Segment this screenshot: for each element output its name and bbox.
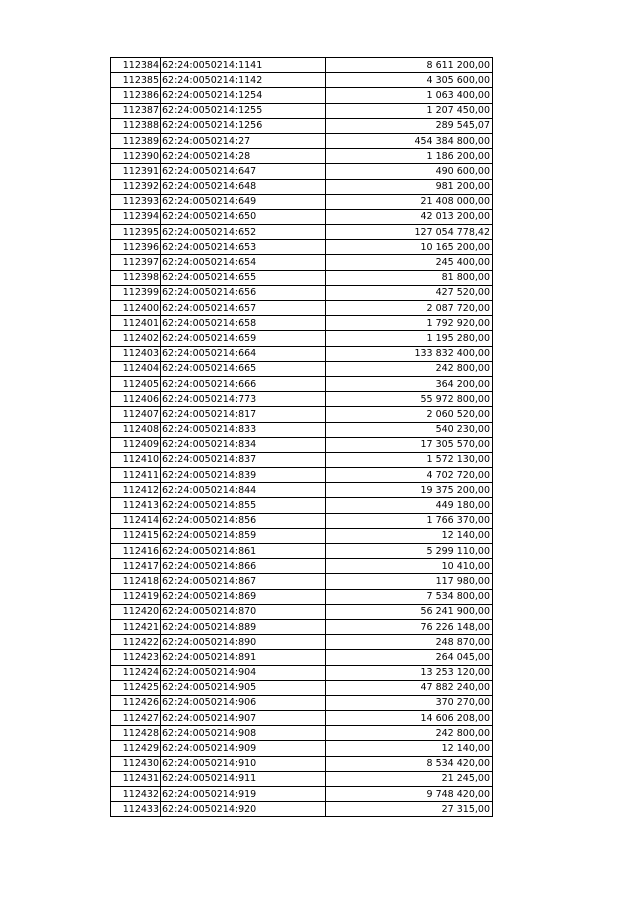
cadastral-value-cell: 12 140,00	[326, 741, 493, 756]
cadastral-number-cell: 62:24:0050214:1254	[161, 88, 326, 103]
cadastral-number-cell: 62:24:0050214:839	[161, 468, 326, 483]
table-row	[111, 209, 493, 224]
row-number-cell: 112427	[111, 711, 161, 726]
cadastral-value-cell: 289 545,07	[326, 118, 493, 133]
cadastral-number-cell: 62:24:0050214:27	[161, 133, 326, 148]
table-row	[111, 255, 493, 270]
table-row	[111, 346, 493, 361]
table-row	[111, 483, 493, 498]
cadastral-number-cell: 62:24:0050214:817	[161, 407, 326, 422]
table-row	[111, 301, 493, 316]
row-number-cell: 112407	[111, 407, 161, 422]
cadastral-number-cell: 62:24:0050214:665	[161, 361, 326, 376]
row-number-cell: 112432	[111, 787, 161, 802]
table-row	[111, 619, 493, 634]
cadastral-number-cell: 62:24:0050214:655	[161, 270, 326, 285]
cadastral-number-cell: 62:24:0050214:28	[161, 149, 326, 164]
cadastral-number-cell: 62:24:0050214:855	[161, 498, 326, 513]
cadastral-value-cell: 427 520,00	[326, 285, 493, 300]
row-number-cell: 112426	[111, 695, 161, 710]
cadastral-number-cell: 62:24:0050214:891	[161, 650, 326, 665]
cadastral-number-cell: 62:24:0050214:649	[161, 194, 326, 209]
table-row	[111, 528, 493, 543]
table-row	[111, 544, 493, 559]
row-number-cell: 112401	[111, 316, 161, 331]
cadastral-value-cell: 1 195 280,00	[326, 331, 493, 346]
cadastral-value-cell: 14 606 208,00	[326, 711, 493, 726]
cadastral-number-cell: 62:24:0050214:1141	[161, 58, 326, 73]
cadastral-value-cell: 127 054 778,42	[326, 225, 493, 240]
cadastral-number-cell: 62:24:0050214:904	[161, 665, 326, 680]
row-number-cell: 112389	[111, 133, 161, 148]
cadastral-number-cell: 62:24:0050214:659	[161, 331, 326, 346]
table-row	[111, 194, 493, 209]
cadastral-value-cell: 981 200,00	[326, 179, 493, 194]
cadastral-value-cell: 19 375 200,00	[326, 483, 493, 498]
cadastral-value-cell: 42 013 200,00	[326, 209, 493, 224]
cadastral-value-cell: 5 299 110,00	[326, 544, 493, 559]
cadastral-value-cell: 1 792 920,00	[326, 316, 493, 331]
cadastral-number-cell: 62:24:0050214:773	[161, 392, 326, 407]
cadastral-number-cell: 62:24:0050214:907	[161, 711, 326, 726]
cadastral-value-cell: 55 972 800,00	[326, 392, 493, 407]
row-number-cell: 112422	[111, 635, 161, 650]
table-row	[111, 118, 493, 133]
table-row	[111, 498, 493, 513]
row-number-cell: 112404	[111, 361, 161, 376]
table-row	[111, 787, 493, 802]
table-row	[111, 240, 493, 255]
row-number-cell: 112403	[111, 346, 161, 361]
table-row	[111, 756, 493, 771]
cadastral-number-cell: 62:24:0050214:844	[161, 483, 326, 498]
table-row	[111, 726, 493, 741]
cadastral-number-cell: 62:24:0050214:1256	[161, 118, 326, 133]
table-body	[111, 58, 493, 817]
row-number-cell: 112419	[111, 589, 161, 604]
table-row	[111, 589, 493, 604]
cadastral-number-cell: 62:24:0050214:652	[161, 225, 326, 240]
cadastral-value-cell: 364 200,00	[326, 376, 493, 391]
cadastral-value-cell: 1 207 450,00	[326, 103, 493, 118]
cadastral-number-cell: 62:24:0050214:908	[161, 726, 326, 741]
row-number-cell: 112387	[111, 103, 161, 118]
row-number-cell: 112413	[111, 498, 161, 513]
cadastral-number-cell: 62:24:0050214:654	[161, 255, 326, 270]
cadastral-value-cell: 1 766 370,00	[326, 513, 493, 528]
cadastral-value-cell: 454 384 800,00	[326, 133, 493, 148]
cadastral-value-cell: 12 140,00	[326, 528, 493, 543]
table-row	[111, 270, 493, 285]
table-row	[111, 422, 493, 437]
row-number-cell: 112395	[111, 225, 161, 240]
row-number-cell: 112409	[111, 437, 161, 452]
table-row	[111, 316, 493, 331]
cadastral-number-cell: 62:24:0050214:647	[161, 164, 326, 179]
cadastral-value-cell: 242 800,00	[326, 361, 493, 376]
table-row	[111, 437, 493, 452]
row-number-cell: 112393	[111, 194, 161, 209]
table-row	[111, 73, 493, 88]
table-row	[111, 331, 493, 346]
cadastral-number-cell: 62:24:0050214:656	[161, 285, 326, 300]
row-number-cell: 112429	[111, 741, 161, 756]
cadastral-value-cell: 27 315,00	[326, 802, 493, 817]
row-number-cell: 112394	[111, 209, 161, 224]
cadastral-number-cell: 62:24:0050214:919	[161, 787, 326, 802]
cadastral-number-cell: 62:24:0050214:1255	[161, 103, 326, 118]
cadastral-value-cell: 133 832 400,00	[326, 346, 493, 361]
row-number-cell: 112428	[111, 726, 161, 741]
cadastral-value-cell: 2 060 520,00	[326, 407, 493, 422]
cadastral-number-cell: 62:24:0050214:911	[161, 771, 326, 786]
row-number-cell: 112400	[111, 301, 161, 316]
table-row	[111, 741, 493, 756]
table-row	[111, 635, 493, 650]
table-row	[111, 133, 493, 148]
cadastral-number-cell: 62:24:0050214:869	[161, 589, 326, 604]
table-row	[111, 179, 493, 194]
cadastral-number-cell: 62:24:0050214:867	[161, 574, 326, 589]
cadastral-value-cell: 17 305 570,00	[326, 437, 493, 452]
cadastral-number-cell: 62:24:0050214:833	[161, 422, 326, 437]
cadastral-value-table	[110, 57, 493, 817]
cadastral-value-cell: 13 253 120,00	[326, 665, 493, 680]
cadastral-number-cell: 62:24:0050214:653	[161, 240, 326, 255]
cadastral-number-cell: 62:24:0050214:905	[161, 680, 326, 695]
table-row	[111, 468, 493, 483]
row-number-cell: 112417	[111, 559, 161, 574]
table-row	[111, 376, 493, 391]
row-number-cell: 112390	[111, 149, 161, 164]
cadastral-number-cell: 62:24:0050214:658	[161, 316, 326, 331]
cadastral-number-cell: 62:24:0050214:889	[161, 619, 326, 634]
row-number-cell: 112411	[111, 468, 161, 483]
cadastral-value-cell: 47 882 240,00	[326, 680, 493, 695]
table-row	[111, 650, 493, 665]
cadastral-number-cell: 62:24:0050214:657	[161, 301, 326, 316]
table-row	[111, 680, 493, 695]
table-row	[111, 285, 493, 300]
cadastral-value-cell: 1 063 400,00	[326, 88, 493, 103]
table-row	[111, 361, 493, 376]
cadastral-value-cell: 248 870,00	[326, 635, 493, 650]
row-number-cell: 112425	[111, 680, 161, 695]
row-number-cell: 112391	[111, 164, 161, 179]
cadastral-value-cell: 242 800,00	[326, 726, 493, 741]
row-number-cell: 112402	[111, 331, 161, 346]
cadastral-number-cell: 62:24:0050214:666	[161, 376, 326, 391]
row-number-cell: 112392	[111, 179, 161, 194]
cadastral-number-cell: 62:24:0050214:856	[161, 513, 326, 528]
row-number-cell: 112386	[111, 88, 161, 103]
row-number-cell: 112388	[111, 118, 161, 133]
table-row	[111, 802, 493, 817]
row-number-cell: 112424	[111, 665, 161, 680]
cadastral-value-cell: 7 534 800,00	[326, 589, 493, 604]
cadastral-value-cell: 8 534 420,00	[326, 756, 493, 771]
cadastral-value-cell: 540 230,00	[326, 422, 493, 437]
row-number-cell: 112430	[111, 756, 161, 771]
cadastral-value-cell: 76 226 148,00	[326, 619, 493, 634]
row-number-cell: 112412	[111, 483, 161, 498]
table-row	[111, 574, 493, 589]
table-row	[111, 665, 493, 680]
cadastral-value-cell: 56 241 900,00	[326, 604, 493, 619]
row-number-cell: 112421	[111, 619, 161, 634]
row-number-cell: 112405	[111, 376, 161, 391]
cadastral-number-cell: 62:24:0050214:861	[161, 544, 326, 559]
cadastral-value-cell: 9 748 420,00	[326, 787, 493, 802]
cadastral-value-cell: 370 270,00	[326, 695, 493, 710]
cadastral-value-cell: 10 165 200,00	[326, 240, 493, 255]
cadastral-number-cell: 62:24:0050214:909	[161, 741, 326, 756]
table-row	[111, 58, 493, 73]
cadastral-number-cell: 62:24:0050214:920	[161, 802, 326, 817]
table-row	[111, 407, 493, 422]
cadastral-number-cell: 62:24:0050214:890	[161, 635, 326, 650]
cadastral-number-cell: 62:24:0050214:664	[161, 346, 326, 361]
cadastral-number-cell: 62:24:0050214:910	[161, 756, 326, 771]
cadastral-number-cell: 62:24:0050214:650	[161, 209, 326, 224]
row-number-cell: 112408	[111, 422, 161, 437]
row-number-cell: 112431	[111, 771, 161, 786]
table-row	[111, 225, 493, 240]
cadastral-number-cell: 62:24:0050214:648	[161, 179, 326, 194]
cadastral-value-cell: 2 087 720,00	[326, 301, 493, 316]
table-row	[111, 604, 493, 619]
table-row	[111, 149, 493, 164]
cadastral-number-cell: 62:24:0050214:834	[161, 437, 326, 452]
table-row	[111, 695, 493, 710]
cadastral-value-cell: 245 400,00	[326, 255, 493, 270]
cadastral-number-cell: 62:24:0050214:870	[161, 604, 326, 619]
row-number-cell: 112415	[111, 528, 161, 543]
table-row	[111, 164, 493, 179]
cadastral-value-cell: 1 186 200,00	[326, 149, 493, 164]
cadastral-value-cell: 81 800,00	[326, 270, 493, 285]
row-number-cell: 112416	[111, 544, 161, 559]
cadastral-value-cell: 490 600,00	[326, 164, 493, 179]
cadastral-value-cell: 4 305 600,00	[326, 73, 493, 88]
cadastral-value-cell: 21 408 000,00	[326, 194, 493, 209]
cadastral-number-cell: 62:24:0050214:906	[161, 695, 326, 710]
table-row	[111, 771, 493, 786]
row-number-cell: 112385	[111, 73, 161, 88]
cadastral-number-cell: 62:24:0050214:1142	[161, 73, 326, 88]
cadastral-number-cell: 62:24:0050214:866	[161, 559, 326, 574]
row-number-cell: 112396	[111, 240, 161, 255]
row-number-cell: 112397	[111, 255, 161, 270]
table-row	[111, 103, 493, 118]
cadastral-value-cell: 117 980,00	[326, 574, 493, 589]
cadastral-value-cell: 264 045,00	[326, 650, 493, 665]
cadastral-number-cell: 62:24:0050214:859	[161, 528, 326, 543]
cadastral-value-cell: 8 611 200,00	[326, 58, 493, 73]
table-row	[111, 711, 493, 726]
table-row	[111, 559, 493, 574]
row-number-cell: 112414	[111, 513, 161, 528]
row-number-cell: 112399	[111, 285, 161, 300]
row-number-cell: 112384	[111, 58, 161, 73]
table-row	[111, 88, 493, 103]
row-number-cell: 112410	[111, 452, 161, 467]
row-number-cell: 112433	[111, 802, 161, 817]
cadastral-value-cell: 449 180,00	[326, 498, 493, 513]
cadastral-value-cell: 10 410,00	[326, 559, 493, 574]
table-row	[111, 452, 493, 467]
row-number-cell: 112406	[111, 392, 161, 407]
row-number-cell: 112398	[111, 270, 161, 285]
table-row	[111, 513, 493, 528]
row-number-cell: 112423	[111, 650, 161, 665]
cadastral-value-cell: 4 702 720,00	[326, 468, 493, 483]
cadastral-value-cell: 1 572 130,00	[326, 452, 493, 467]
row-number-cell: 112420	[111, 604, 161, 619]
cadastral-number-cell: 62:24:0050214:837	[161, 452, 326, 467]
row-number-cell: 112418	[111, 574, 161, 589]
cadastral-value-cell: 21 245,00	[326, 771, 493, 786]
table-row	[111, 392, 493, 407]
